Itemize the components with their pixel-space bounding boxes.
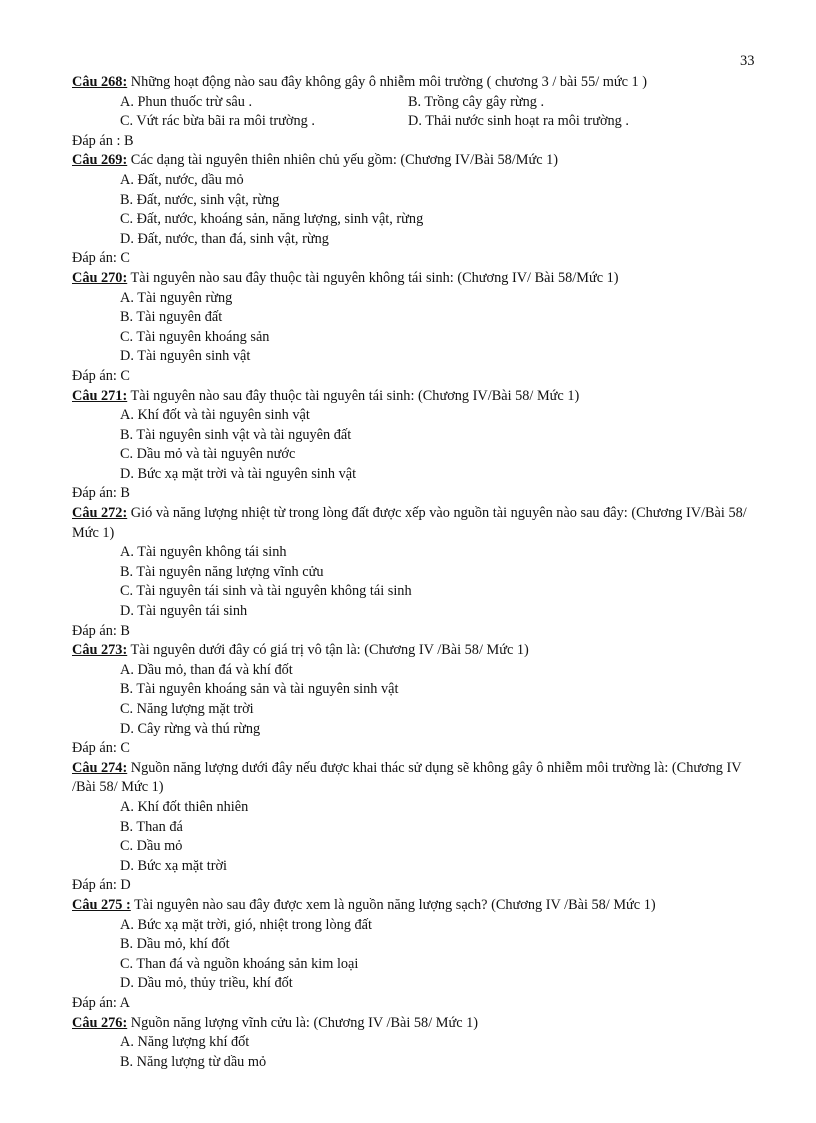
- question-text: Tài nguyên nào sau đây thuộc tài nguyên không tái sinh: (Chương IV/ Bài 58/Mức 1): [130, 269, 619, 286]
- answer: Đáp án: C: [72, 367, 130, 384]
- question-header: [72, 151, 762, 171]
- option-grid: [72, 93, 762, 132]
- question-text: Nguồn năng lượng dưới đây nếu được khai thác sử dụng sẽ không gây ô nhiễm môi trường là: (Chương IV /Bài 58/ Mức 1): [72, 759, 742, 796]
- question-header: [72, 1014, 762, 1034]
- question-label: Câu 275 :: [72, 896, 131, 913]
- answer: Đáp án: C: [72, 740, 130, 757]
- question-label: Câu 273:: [72, 642, 128, 659]
- option-b: B. Năng lượng từ dầu mỏ: [120, 1053, 267, 1070]
- option-b: B. Tài nguyên khoáng sản và tài nguyên sinh vật: [120, 681, 399, 698]
- question-label: Câu 272:: [72, 505, 128, 522]
- question-271: [72, 387, 762, 505]
- option-c: C. Vứt rác bừa bãi ra môi trường .: [120, 113, 315, 130]
- option-c: C. Đất, nước, khoáng sản, năng lượng, sinh vật, rừng: [120, 211, 424, 228]
- option-c: C. Tài nguyên khoáng sản: [120, 328, 270, 345]
- page-number: 33: [740, 53, 755, 69]
- question-list: [72, 73, 762, 1072]
- question-272: [72, 504, 762, 641]
- question-275: [72, 896, 762, 1014]
- question-276: [72, 1014, 762, 1073]
- option-a: A. Tài nguyên rừng: [120, 289, 233, 306]
- question-header: [72, 896, 762, 916]
- answer: Đáp án: A: [72, 994, 130, 1011]
- option-a: A. Dầu mỏ, than đá và khí đốt: [120, 661, 293, 678]
- option-d: D. Tài nguyên sinh vật: [120, 348, 251, 365]
- question-text: Những hoạt động nào sau đây không gây ô nhiễm môi trường ( chương 3 / bài 55/ mức 1 ): [130, 74, 648, 90]
- question-label: Câu 271:: [72, 387, 128, 404]
- option-d: D. Thải nước sinh hoạt ra môi trường .: [408, 113, 629, 130]
- question-268: [72, 73, 762, 151]
- option-b: B. Tài nguyên năng lượng vĩnh cửu: [120, 563, 324, 580]
- option-a: A. Khí đốt thiên nhiên: [120, 798, 249, 815]
- question-text: Nguồn năng lượng vĩnh cửu là: (Chương IV /Bài 58/ Mức 1): [130, 1014, 479, 1031]
- option-a: A. Tài nguyên không tái sinh: [120, 544, 287, 561]
- option-c: C. Than đá và nguồn khoáng sản kim loại: [120, 955, 359, 972]
- option-d: D. Dầu mỏ, thủy triều, khí đốt: [120, 975, 293, 992]
- answer: Đáp án: D: [72, 877, 131, 894]
- option-a: A. Khí đốt và tài nguyên sinh vật: [120, 407, 310, 424]
- answer: Đáp án : B: [72, 132, 134, 149]
- question-text: Tài nguyên nào sau đây được xem là nguồn năng lượng sạch? (Chương IV /Bài 58/ Mức 1): [134, 896, 656, 913]
- option-b: B. Dầu mỏ, khí đốt: [120, 936, 230, 953]
- question-label: Câu 276:: [72, 1014, 128, 1031]
- option-b: B. Trồng cây gây rừng .: [408, 93, 545, 110]
- option-b: B. Đất, nước, sinh vật, rừng: [120, 191, 280, 208]
- question-text: Gió và năng lượng nhiệt từ trong lòng đất được xếp vào nguồn tài nguyên nào sau đây: (Chương IV/Bài 58/ Mức 1): [72, 505, 747, 541]
- question-header: [72, 641, 762, 661]
- question-text: Tài nguyên dưới đây có giá trị vô tận là: (Chương IV /Bài 58/ Mức 1): [130, 642, 529, 659]
- question-label: Câu 274:: [72, 759, 128, 776]
- option-a: A. Phun thuốc trừ sâu .: [120, 93, 253, 110]
- option-c: C. Năng lượng mặt trời: [120, 701, 254, 717]
- option-b: B. Than đá: [120, 818, 183, 835]
- question-label: Câu 269:: [72, 152, 128, 169]
- question-label: Câu 268:: [72, 74, 128, 90]
- question-header: [72, 504, 762, 543]
- option-c: C. Tài nguyên tái sinh và tài nguyên không tái sinh: [120, 583, 412, 600]
- option-c: C. Dầu mỏ và tài nguyên nước: [120, 446, 296, 463]
- question-label: Câu 270:: [72, 269, 128, 286]
- question-header: [72, 387, 762, 407]
- question-273: [72, 641, 762, 759]
- question-header: [72, 73, 762, 93]
- question-269: [72, 151, 762, 269]
- question-274: [72, 759, 762, 896]
- answer: Đáp án: B: [72, 485, 130, 502]
- question-text: Tài nguyên nào sau đây thuộc tài nguyên tái sinh: (Chương IV/Bài 58/ Mức 1): [130, 387, 580, 404]
- answer: Đáp án: B: [72, 622, 130, 639]
- option-d: D. Cây rừng và thú rừng: [120, 720, 261, 737]
- option-a: A. Năng lượng khí đốt: [120, 1034, 250, 1051]
- option-d: D. Đất, nước, than đá, sinh vật, rừng: [120, 230, 329, 247]
- option-c: C. Dầu mỏ: [120, 838, 183, 855]
- option-b: B. Tài nguyên sinh vật và tài nguyên đất: [120, 426, 352, 443]
- option-d: D. Bức xạ mặt trời và tài nguyên sinh vật: [120, 465, 357, 482]
- option-d: D. Tài nguyên tái sinh: [120, 603, 248, 620]
- option-b: B. Tài nguyên đất: [120, 309, 223, 326]
- question-270: [72, 269, 762, 387]
- question-header: [72, 759, 762, 798]
- option-d: D. Bức xạ mặt trời: [120, 857, 228, 874]
- option-a: A. Bức xạ mặt trời, gió, nhiệt trong lòng đất: [120, 916, 372, 933]
- answer: Đáp án: C: [72, 250, 130, 267]
- question-header: [72, 269, 762, 289]
- question-text: Các dạng tài nguyên thiên nhiên chủ yếu gồm: (Chương IV/Bài 58/Mức 1): [130, 152, 559, 169]
- option-a: A. Đất, nước, dầu mỏ: [120, 171, 244, 188]
